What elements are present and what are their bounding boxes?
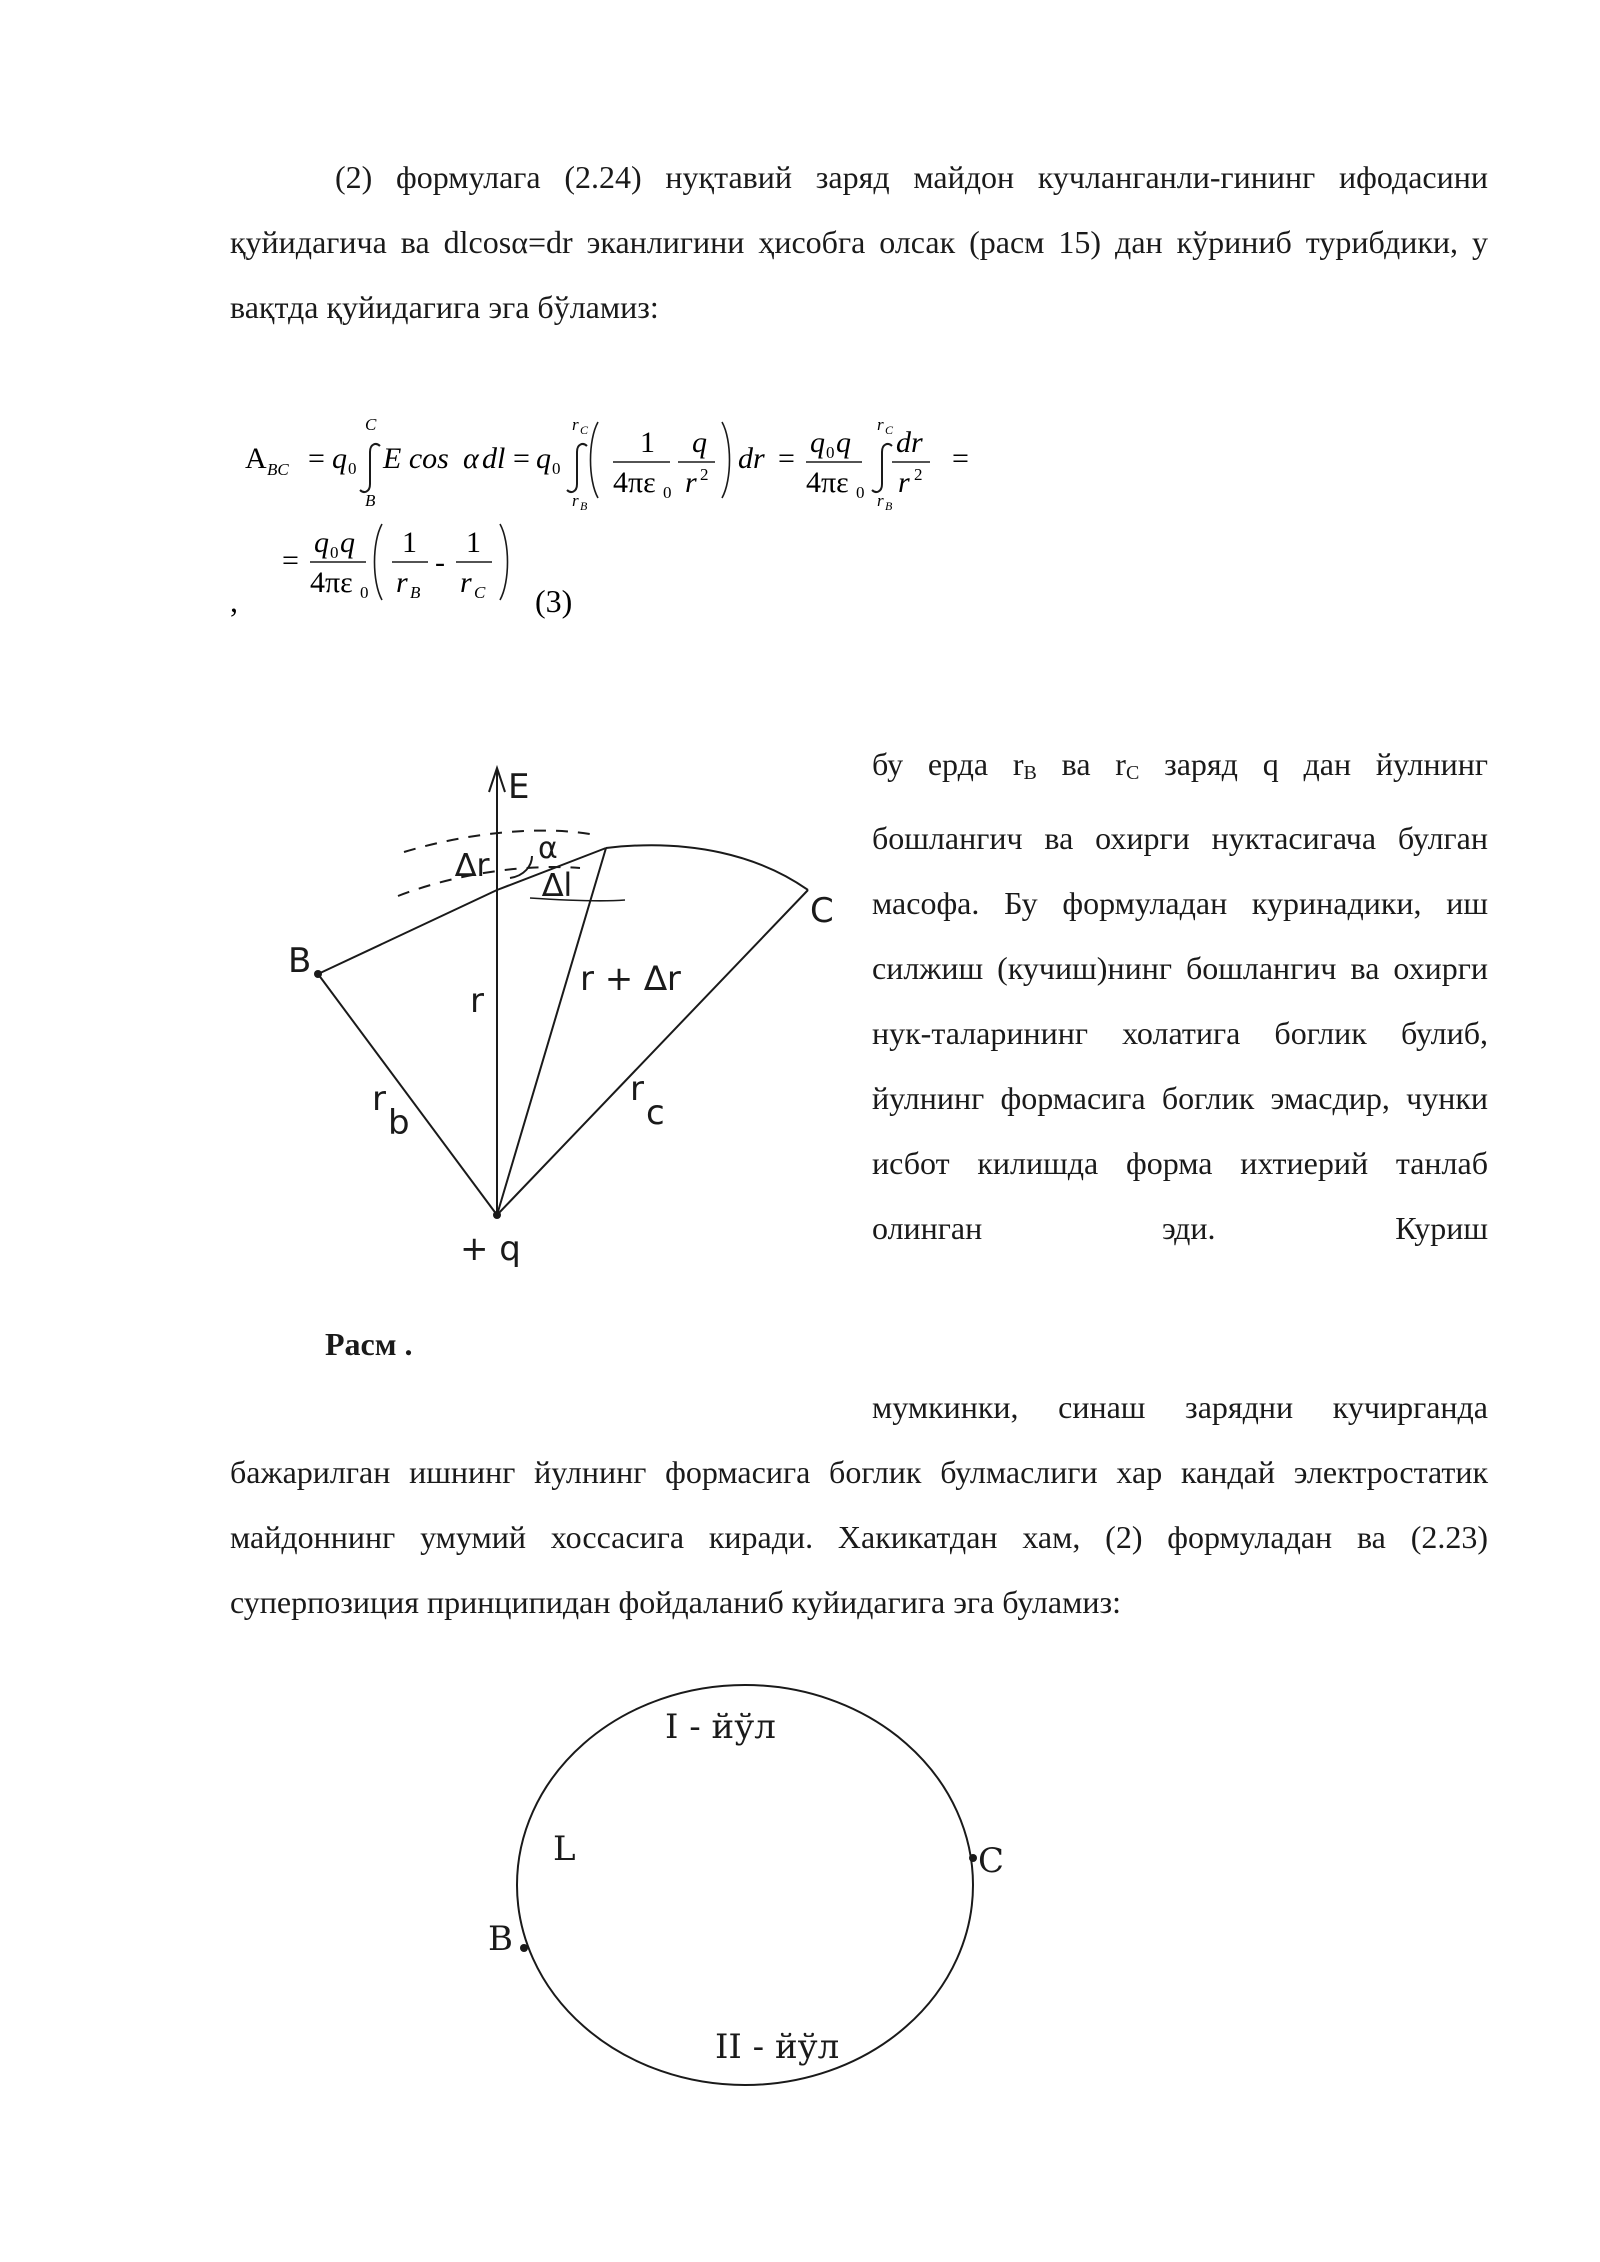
eq-frac6-num: 1 xyxy=(402,526,417,559)
charge-point xyxy=(493,1211,501,1219)
label-delta-l: ∆l xyxy=(542,866,573,904)
eq-frac5-num-q: q xyxy=(340,526,355,559)
paragraph-intro-text-1: (2) формулага (2.24) нуқтавий заряд майдон кучланганли-гининг ифодасини қуйидагича ва dlcos xyxy=(230,159,1488,260)
eq-equals-3: = xyxy=(778,442,795,475)
eq-alpha: α xyxy=(463,442,479,475)
eq-comma: , xyxy=(230,583,238,619)
path-segment-line xyxy=(318,890,497,974)
eq-frac4-den-sup: 2 xyxy=(914,465,923,484)
eq-line2-equals: = xyxy=(282,544,299,577)
label-c: C xyxy=(978,1841,1005,1881)
subscript-c: C xyxy=(1125,762,1140,784)
eq-integrand: E cos xyxy=(383,442,449,475)
label-b: B xyxy=(288,941,312,981)
eq-frac5-num: q xyxy=(314,526,329,559)
label-rb-sub: b xyxy=(388,1103,410,1143)
eq-q0-1-sub: 0 xyxy=(348,459,357,478)
eq-frac3-den: 4πε xyxy=(806,466,849,499)
eq-int2-lower: r xyxy=(572,491,579,510)
point-c-dot xyxy=(969,1854,977,1862)
label-rb: r xyxy=(372,1079,386,1119)
path-arc xyxy=(606,845,808,890)
point-b-dot xyxy=(520,1944,528,1952)
eq-frac2-num: q xyxy=(692,426,707,459)
label-b: B xyxy=(488,1919,513,1959)
eq-frac6-den-sub: B xyxy=(410,583,421,602)
figure-15-diagram xyxy=(280,750,860,1270)
angle-arc xyxy=(510,856,532,878)
eq-int1-upper: C xyxy=(365,415,377,434)
integral-sign xyxy=(360,444,380,492)
eq-q0-2-sub: 0 xyxy=(552,459,561,478)
left-paren xyxy=(375,524,383,600)
eq-frac7-den: r xyxy=(460,566,472,599)
eq-frac5-num-sub: 0 xyxy=(330,543,339,562)
eq-frac2-den: r xyxy=(685,466,697,499)
subscript-b: B xyxy=(1023,762,1037,784)
paragraph-explanation-text-2: ва r xyxy=(1036,746,1126,782)
alpha-symbol: α xyxy=(511,224,528,260)
paragraph-conclusion-text: мумкинки, синаш зарядни кучирганда бажарилган ишнинг йулнинг формасига боглик булмаслиги хар кандай электростатик майдоннинг умумий хоссасига киради. Хакикатдан хам, (2) формуладан ва (2.23) суперпозиция принципидан фойдаланиб куйидагига эга буламиз: xyxy=(230,1389,1488,1620)
eq-work-subscript: BC xyxy=(267,460,289,479)
label-r-plus-delta: r + ∆r xyxy=(580,959,681,999)
eq-equals-1: = xyxy=(308,442,325,475)
eq-frac1-den: 4πε xyxy=(613,466,656,499)
eq-q0-1: q xyxy=(332,442,347,475)
eq-int3-upper: r xyxy=(877,415,884,434)
eq-equals-2: = xyxy=(513,442,530,475)
label-l: L xyxy=(553,1829,576,1869)
right-paren xyxy=(722,422,730,498)
right-paren xyxy=(500,524,508,600)
eq-frac7-den-sub: C xyxy=(474,583,486,602)
integral-sign xyxy=(872,444,892,492)
paragraph-explanation-text-3: заряд q дан йулнинг бошлангич ва охирги нуктасигача булган масофа. Бу формуладан куринадики, иш силжиш (кучиш)нинг бошлангич ва охирги нук-таларининг холатига боглик булиб, йулнинг формасига боглик эмасдир, чунки исбот килишда форма ихтиерий танлаб олинган эди. Куриш xyxy=(872,746,1489,1246)
label-path-1: I - йўл xyxy=(665,1707,776,1747)
eq-frac4-den: r xyxy=(898,466,910,499)
eq-frac6-den: r xyxy=(396,566,408,599)
eq-frac4-num: dr xyxy=(896,426,923,459)
label-path-2: II - йўл xyxy=(715,2027,840,2067)
eq-frac7-num: 1 xyxy=(466,526,481,559)
eq-frac3-num-sub: 0 xyxy=(826,443,835,462)
eq-frac5-den: 4πε xyxy=(310,566,353,599)
eq-frac1-num: 1 xyxy=(640,426,655,459)
label-rc-sub: c xyxy=(646,1093,665,1133)
label-c: C xyxy=(810,891,834,931)
eq-frac1-den-sub: 0 xyxy=(663,483,672,502)
figure-caption: Расм . xyxy=(325,1326,413,1362)
eq-int3-lower-sub: B xyxy=(885,499,893,513)
paragraph-explanation xyxy=(872,732,1488,1261)
eq-int2-lower-sub: B xyxy=(580,499,588,513)
left-paren xyxy=(591,422,599,498)
eq-work-symbol: A xyxy=(245,442,267,475)
eq-number: (3) xyxy=(535,583,573,619)
figure-16-closed-path xyxy=(470,1660,1030,2100)
eq-dr: dr xyxy=(738,442,765,475)
label-alpha: α xyxy=(538,831,558,866)
label-charge: + q xyxy=(460,1229,521,1269)
eq-int3-lower: r xyxy=(877,491,884,510)
integral-sign xyxy=(567,444,587,492)
eq-minus: - xyxy=(435,546,445,579)
eq-int2-upper-sub: C xyxy=(580,423,589,437)
eq-frac3-num: q xyxy=(810,426,825,459)
label-e: E xyxy=(508,767,530,807)
eq-int3-upper-sub: C xyxy=(885,423,894,437)
eq-int2-upper: r xyxy=(572,415,579,434)
radius-c-line xyxy=(497,890,808,1215)
paragraph-explanation-text-1: бу ерда r xyxy=(872,746,1024,782)
paragraph-conclusion xyxy=(230,1375,1488,1635)
paragraph-intro xyxy=(230,145,1488,340)
eq-int1-lower: B xyxy=(365,491,376,510)
label-r: r xyxy=(470,981,484,1021)
label-delta-r: ∆r xyxy=(455,846,490,884)
eq-frac3-num-q: q xyxy=(836,426,851,459)
eq-frac2-den-sup: 2 xyxy=(700,465,709,484)
eq-q0-2: q xyxy=(536,442,551,475)
eq-dl: dl xyxy=(482,442,506,475)
label-rc: r xyxy=(630,1069,644,1109)
equation-3 xyxy=(230,400,1010,630)
point-b-dot xyxy=(314,970,322,978)
eq-equals-4: = xyxy=(952,442,969,475)
eq-frac5-den-sub: 0 xyxy=(360,583,369,602)
eq-frac3-den-sub: 0 xyxy=(856,483,865,502)
paragraph-intro-text-2: =dr эканлигини ҳисобга олсак (расм 15) дан кўриниб турибдики, у вақтда қуйидагига эга бўламиз: xyxy=(230,224,1489,325)
